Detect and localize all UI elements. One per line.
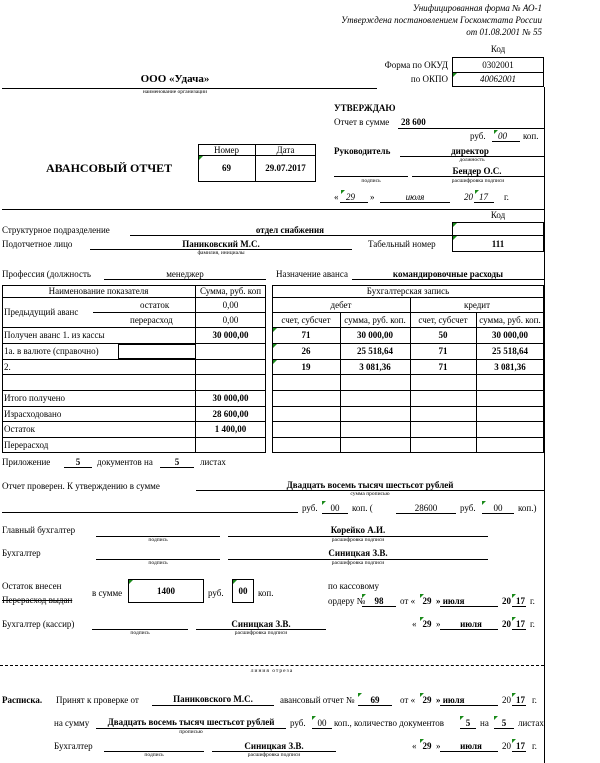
balance-value: 1 400,00 (214, 424, 247, 434)
approve-title: УТВЕРЖДАЮ (334, 103, 396, 113)
approve-year-suffix: 17 (479, 192, 488, 202)
attachment-sheets: 5 (174, 457, 180, 467)
table-row-credit-sum: 3 081,36 (494, 361, 526, 372)
report-date: 29.07.2017 (265, 163, 306, 173)
unified-form-label: Унифицированная форма № АО-1 (412, 3, 542, 13)
position-caption: должность (459, 157, 485, 163)
attachment-label: Приложение (2, 457, 51, 467)
order-year-prefix: 20 (502, 596, 511, 606)
cashier-label: Бухгалтер (кассир) (2, 619, 75, 629)
head-position: директор (451, 146, 489, 156)
spent-label: Израсходовано (4, 409, 62, 419)
tab-number-label: Табельный номер (368, 239, 436, 249)
receipt-rub: руб. (290, 718, 306, 728)
chief-accountant-label: Главный бухгалтер (2, 525, 76, 535)
check-sum-words: Двадцать восемь тысяч шестьсот рублей (286, 480, 454, 490)
receipt-from: от « (400, 695, 416, 705)
cashier-day: 29 (422, 619, 432, 629)
receipt-signature-caption: подпись (144, 752, 164, 758)
order-year-suffix: 17 (516, 596, 525, 606)
approve-rub: руб. (470, 131, 486, 141)
okud-label: Форма по ОКУД (384, 60, 448, 70)
check-rub2: руб. (460, 503, 476, 513)
approved-by-label: Утверждена постановлением Госкомстата России (341, 15, 542, 25)
subdivision-value: отдел снабжения (255, 225, 325, 235)
org-caption: наименование организации (142, 89, 208, 95)
check-sum-caption: сумма прописью (350, 491, 390, 497)
okud-value: 0302001 (482, 60, 514, 70)
attachment-sheets-word: листах (200, 457, 226, 467)
receipt-sheets-word: листах (518, 718, 544, 728)
check-kop-paren: коп. ( (352, 503, 373, 513)
accountant-label: Бухгалтер (2, 548, 41, 558)
order-day: 29 (422, 596, 432, 606)
chief-accountant-name: Корейко А.И. (330, 525, 386, 535)
currency-input[interactable] (118, 344, 196, 359)
receipt-year-suffix: 17 (516, 695, 525, 705)
overspend-value: 0,00 (222, 314, 239, 325)
row1a-label: 1а. в валюте (справочно) (4, 346, 99, 356)
spent-value: 28 600,00 (212, 408, 249, 419)
cashier-decoding-caption: расшифровка подписи (234, 630, 288, 636)
order-from: от « (400, 596, 416, 606)
org-name: ООО «Удача» (140, 73, 210, 85)
cut-line (0, 665, 544, 666)
report-number-label: Номер (213, 145, 240, 155)
total-received-value: 30 000,00 (212, 393, 249, 403)
receipt-acc-month: июля (460, 741, 482, 751)
okpo-value: 40062001 (480, 74, 516, 84)
receipt-accepted: Принят к проверке от (56, 695, 139, 705)
row2-label: 2. (4, 362, 11, 372)
accountant-signature-caption: подпись (148, 560, 168, 566)
form-right-border (544, 87, 545, 763)
check-label: Отчет проверен. К утверждению в сумме (2, 481, 160, 491)
cut-line-label: линия отреза (250, 668, 294, 674)
subdivision-label: Структурное подразделение (2, 225, 110, 235)
quote-close: » (370, 192, 375, 202)
table-row-credit-sum: 30 000,00 (492, 330, 528, 340)
cash-rub: руб. (208, 588, 224, 598)
receipt-on: на (480, 718, 489, 728)
profession-label: Профессия (должность (2, 269, 91, 279)
approve-year-word: г. (504, 192, 509, 202)
cell-marker-icon (453, 73, 457, 77)
table-row-credit-account: 71 (438, 346, 448, 356)
receipt-decoding-caption: расшифровка подписи (247, 752, 301, 758)
accounting-title: Бухгалтерская запись (366, 286, 450, 296)
cell-marker-icon (453, 223, 457, 227)
receipt-month: » июля (436, 695, 465, 705)
table-row-credit-account: 71 (438, 361, 448, 372)
cash-sum: 1400 (157, 585, 175, 596)
remainder-value: 0,00 (222, 299, 239, 310)
profession-value: менеджер (166, 269, 204, 279)
order-year-word: г. (530, 596, 535, 606)
approve-year-prefix: 20 (464, 192, 473, 202)
approve-month: июля (405, 192, 425, 202)
accountant-decoding-caption: расшифровка подписи (331, 560, 385, 566)
quote-close: » (436, 619, 441, 629)
check-kop2-value: 00 (493, 503, 503, 513)
approve-sum-value: 28 600 (401, 117, 426, 127)
receipt-day: 29 (422, 695, 432, 705)
head-label: Руководитель (334, 146, 391, 156)
head-signature-caption: подпись (361, 178, 381, 184)
debit-sum-header: сумма, руб. коп. (344, 314, 406, 325)
report-number: 69 (222, 163, 231, 173)
person-caption: фамилия, инициалы (197, 250, 245, 256)
debit-header: дебет (330, 299, 352, 310)
receipt-kop-value: 00 (317, 718, 327, 728)
approved-date-label: от 01.08.2001 № 55 (466, 27, 542, 37)
table-row-debit-sum: 25 518,64 (357, 346, 393, 356)
row1-label: Получен аванс 1. из кассы (4, 330, 105, 340)
okpo-label: по ОКПО (410, 74, 448, 84)
approve-kop-value: 00 (498, 131, 507, 141)
receipt-acc-year-prefix: 20 (502, 741, 511, 751)
table-row-debit-sum: 3 081,36 (359, 361, 391, 372)
col-sum-header: Сумма, руб. коп (199, 286, 262, 296)
cashier-year-prefix: 20 (502, 619, 511, 629)
head-name: Бендер О.С. (452, 166, 502, 176)
approve-sum-label: Отчет в сумме (334, 117, 390, 127)
overspend2-label: Перерасход (4, 440, 49, 450)
quote-open: « (412, 619, 417, 629)
order-month: » июля (436, 596, 465, 606)
check-kop-value: 00 (330, 503, 340, 513)
cash-in-sum-label: в сумме (92, 588, 123, 598)
cash-kop-value: 00 (238, 585, 248, 596)
cashier-month: июля (460, 619, 482, 629)
table-row-debit-account: 26 (301, 346, 311, 356)
table-row-debit-account: 71 (301, 330, 311, 340)
receipt-kop-docs: коп., количество документов (334, 718, 444, 728)
overspend-label: перерасход (130, 315, 173, 325)
chief-signature-caption: подпись (148, 537, 168, 543)
report-title: АВАНСОВЫЙ ОТЧЕТ (46, 161, 173, 175)
receipt-report-no-label: авансовый отчет № (280, 695, 355, 705)
credit-sum-header: сумма, руб. коп. (479, 314, 541, 325)
check-rub: руб. (302, 503, 318, 513)
cash-kop: коп. (258, 588, 274, 598)
receipt-sum-caption: прописью (179, 729, 203, 735)
check-sum-digits: 28600 (414, 503, 438, 513)
balance-in-label: Остаток внесен (2, 581, 62, 591)
overspend-out-label: Перерасход выдан (2, 595, 73, 605)
receipt-acc-year-word: г. (532, 741, 537, 751)
prev-advance-label: Предыдущий аванс (4, 307, 79, 317)
table-row-debit-sum: 30 000,00 (357, 330, 393, 340)
credit-header: кредит (463, 299, 491, 310)
cashier-year-suffix: 17 (516, 619, 525, 629)
table-row-debit-account: 19 (301, 361, 311, 372)
accountant-name: Синицкая З.В. (328, 548, 388, 558)
row1-value: 30 000,00 (212, 330, 249, 340)
cashier-name: Синицкая З.В. (231, 619, 291, 629)
order-label: по кассовому (328, 581, 379, 591)
receipt-docs: 5 (465, 718, 471, 728)
order-label2: ордеру № (328, 596, 366, 606)
credit-account-header: счет, субсчет (418, 314, 468, 325)
attachment-docs: 5 (75, 457, 81, 467)
tab-number-value: 111 (491, 239, 505, 249)
attachment-docs-word: документов на (97, 457, 153, 467)
total-received-label: Итого получено (4, 393, 66, 403)
debit-account-header: счет, субсчет (281, 314, 331, 325)
receipt-sum-words: Двадцать восемь тысяч шестьсот рублей (107, 717, 275, 727)
receipt-sum-label: на сумму (54, 718, 90, 728)
code-header: Код (490, 44, 506, 54)
approve-kop: коп. (523, 131, 539, 141)
report-date-label: Дата (276, 145, 295, 155)
person-value: Паниковский М.С. (182, 239, 260, 249)
cashier-year-word: г. (530, 619, 535, 629)
quote-close: » (436, 741, 441, 751)
order-number: 98 (374, 596, 384, 606)
table-row-credit-sum: 25 518,64 (492, 346, 528, 356)
person-label: Подотчетное лицо (2, 239, 73, 249)
check-kop2: коп.) (518, 503, 537, 513)
receipt-from-name: Паниковского М.С. (173, 694, 253, 704)
cashier-signature-caption: подпись (130, 630, 150, 636)
balance-label: Остаток (4, 424, 35, 434)
approve-day: 29 (346, 192, 355, 202)
receipt-acc-year-suffix: 17 (516, 741, 525, 751)
cell-marker-icon (341, 190, 345, 194)
receipt-sheets: 5 (501, 718, 507, 728)
receipt-accountant-name: Синицкая З.В. (244, 741, 304, 751)
receipt-year-prefix: 20 (502, 695, 511, 705)
purpose-label: Назначение аванса (276, 269, 348, 279)
head-decoding-caption: расшифровка подписи (451, 178, 505, 184)
cell-marker-icon (199, 156, 203, 160)
receipt-title: Расписка. (2, 695, 43, 705)
table-row-credit-account: 50 (438, 330, 448, 340)
receipt-year-word: г. (532, 695, 537, 705)
quote-open: « (412, 741, 417, 751)
receipt-accountant-label: Бухгалтер (54, 741, 93, 751)
remainder-label: остаток (140, 300, 170, 310)
purpose-value: командировочные расходы (392, 269, 504, 279)
col-name-header: Наименование показателя (48, 286, 149, 296)
chief-decoding-caption: расшифровка подписи (331, 537, 385, 543)
quote-open: « (334, 192, 339, 202)
receipt-report-no: 69 (370, 695, 380, 705)
subdivision-code-header: Код (490, 210, 506, 220)
receipt-acc-day: 29 (422, 741, 432, 751)
